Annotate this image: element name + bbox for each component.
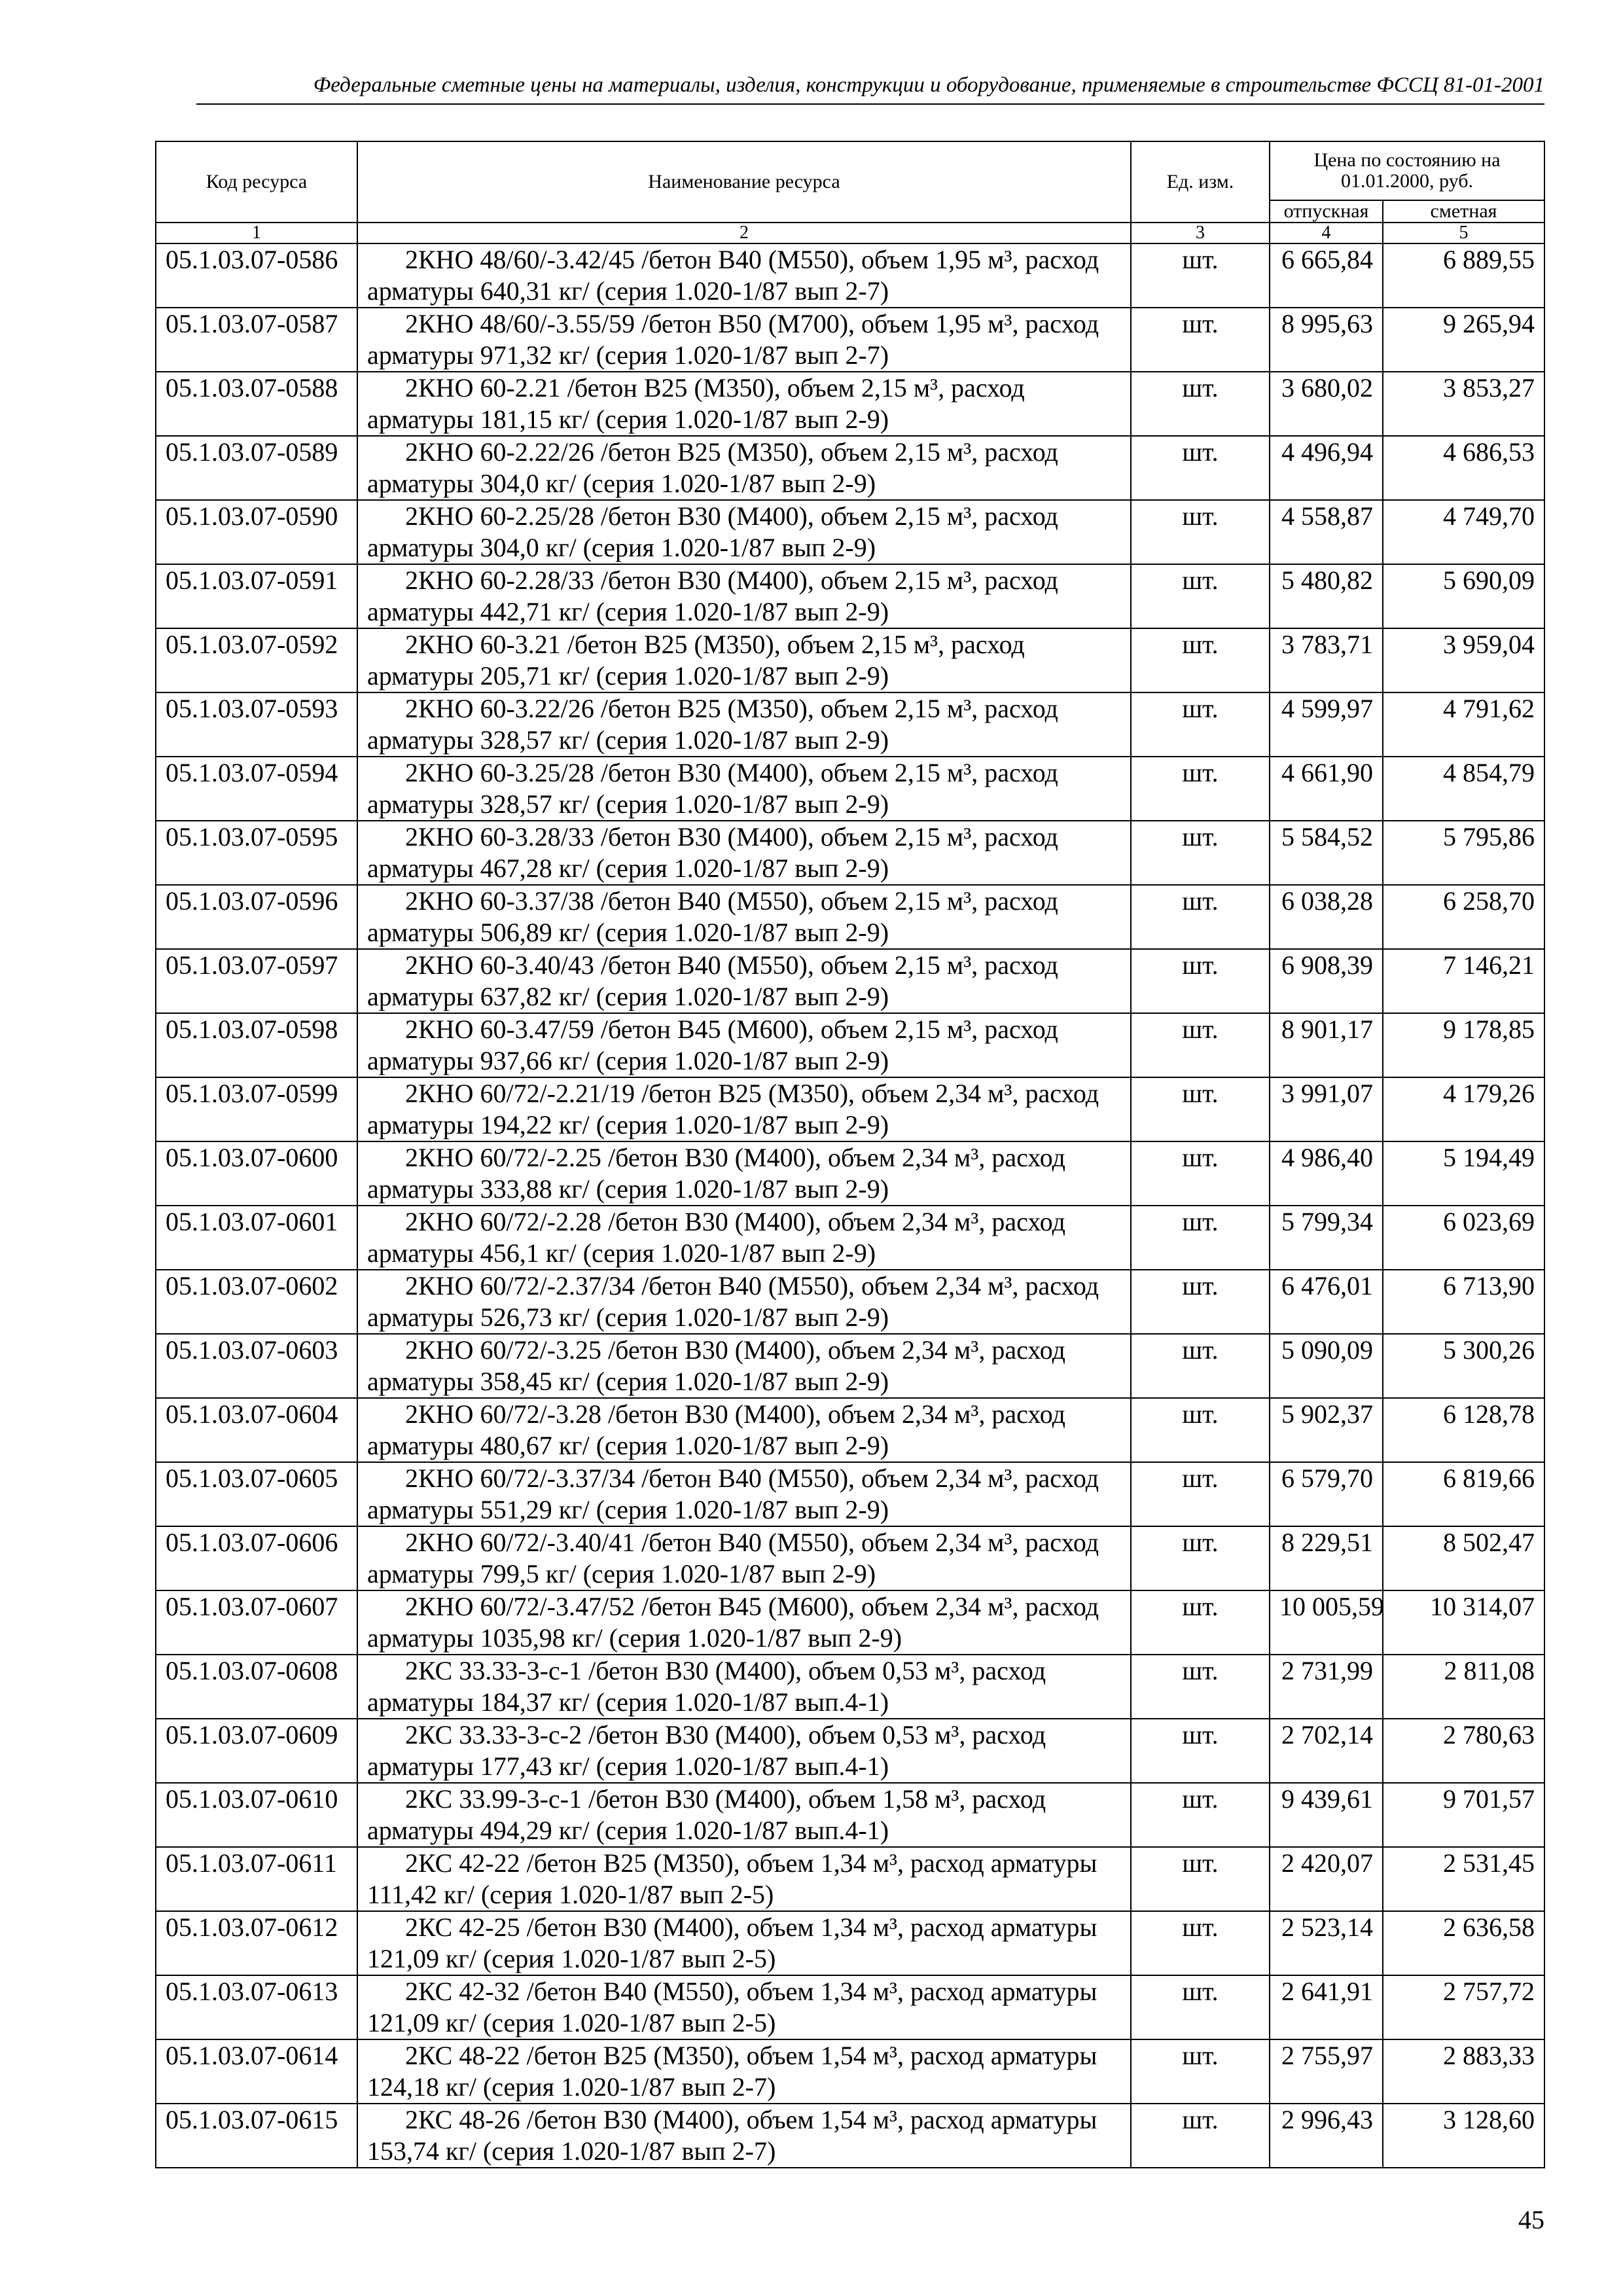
- col-number: 4: [1270, 223, 1383, 243]
- resource-code: 05.1.03.07-0611: [156, 1847, 357, 1911]
- resource-name: [357, 436, 1131, 500]
- resource-name-text: 2КНО 60-3.37/38 /бетон В40 (М550), объем 2,15 м³, расход арматуры 506,89 кг/ (серия 1.020-1/87 вып 2-9): [367, 886, 1058, 947]
- estimate-price: 5 690,09: [1383, 564, 1544, 628]
- resource-name: [357, 949, 1131, 1013]
- resource-code: 05.1.03.07-0601: [156, 1206, 357, 1270]
- release-price: 3 680,02: [1270, 372, 1383, 436]
- resource-name-text: 2КНО 60/72/-3.28 /бетон В30 (М400), объем 2,34 м³, расход арматуры 480,67 кг/ (серия 1.020-1/87 вып 2-9): [367, 1399, 1066, 1460]
- estimate-price: 4 179,26: [1383, 1077, 1544, 1141]
- release-price: 2 702,14: [1270, 1719, 1383, 1783]
- estimate-price: 8 502,47: [1383, 1526, 1544, 1590]
- release-price: 4 986,40: [1270, 1141, 1383, 1206]
- resource-name-text: 2КС 42-22 /бетон В25 (М350), объем 1,34 м³, расход арматуры 111,42 кг/ (серия 1.020-1/87 вып 2-5): [367, 1848, 1097, 1909]
- resource-name: [357, 1911, 1131, 1975]
- resource-name-text: 2КНО 60/72/-2.25 /бетон В30 (М400), объем 2,34 м³, расход арматуры 333,88 кг/ (серия 1.020-1/87 вып 2-9): [367, 1143, 1066, 1204]
- release-price: 6 038,28: [1270, 885, 1383, 949]
- release-price: 4 599,97: [1270, 692, 1383, 757]
- col-number: 3: [1131, 223, 1270, 243]
- resource-code: 05.1.03.07-0599: [156, 1077, 357, 1141]
- release-price: 3 991,07: [1270, 1077, 1383, 1141]
- unit-of-measure: шт.: [1131, 1206, 1270, 1270]
- unit-of-measure: шт.: [1131, 564, 1270, 628]
- unit-of-measure: шт.: [1131, 692, 1270, 757]
- release-price: 9 439,61: [1270, 1783, 1383, 1847]
- resource-name-text: 2КНО 60-2.25/28 /бетон В30 (М400), объем 2,15 м³, расход арматуры 304,0 кг/ (серия 1.020-1/87 вып 2-9): [367, 501, 1058, 562]
- resource-code: 05.1.03.07-0612: [156, 1911, 357, 1975]
- unit-of-measure: шт.: [1131, 821, 1270, 885]
- unit-of-measure: шт.: [1131, 243, 1270, 308]
- resource-code: 05.1.03.07-0589: [156, 436, 357, 500]
- table-row: [156, 1655, 1544, 1719]
- resource-code: 05.1.03.07-0608: [156, 1655, 357, 1719]
- unit-of-measure: шт.: [1131, 1526, 1270, 1590]
- resource-code: 05.1.03.07-0593: [156, 692, 357, 757]
- resource-code: 05.1.03.07-0603: [156, 1334, 357, 1398]
- resource-name: [357, 1077, 1131, 1141]
- unit-of-measure: шт.: [1131, 308, 1270, 372]
- table-row: [156, 1398, 1544, 1462]
- resource-code: 05.1.03.07-0595: [156, 821, 357, 885]
- estimate-price: 3 959,04: [1383, 628, 1544, 692]
- estimate-price: 6 128,78: [1383, 1398, 1544, 1462]
- table-row: [156, 1206, 1544, 1270]
- table-row: [156, 757, 1544, 821]
- resource-name: [357, 2039, 1131, 2104]
- table-body: [156, 243, 1544, 2168]
- resource-name-text: 2КС 48-26 /бетон В30 (М400), объем 1,54 м³, расход арматуры 153,74 кг/ (серия 1.020-1/87 вып 2-7): [367, 2105, 1097, 2166]
- unit-of-measure: шт.: [1131, 1334, 1270, 1398]
- estimate-price: 3 128,60: [1383, 2104, 1544, 2168]
- table-row: [156, 1462, 1544, 1526]
- resource-code: 05.1.03.07-0613: [156, 1975, 357, 2039]
- unit-of-measure: шт.: [1131, 1655, 1270, 1719]
- table-row: [156, 1077, 1544, 1141]
- resource-name-text: 2КНО 60-2.28/33 /бетон В30 (М400), объем 2,15 м³, расход арматуры 442,71 кг/ (серия 1.020-1/87 вып 2-9): [367, 565, 1058, 626]
- table-row: [156, 2039, 1544, 2104]
- resource-name-text: 2КС 42-25 /бетон В30 (М400), объем 1,34 м³, расход арматуры 121,09 кг/ (серия 1.020-1/87 вып 2-5): [367, 1912, 1097, 1973]
- resource-name: [357, 500, 1131, 564]
- unit-of-measure: шт.: [1131, 1013, 1270, 1077]
- table-row: [156, 243, 1544, 308]
- resource-name-text: 2КС 33.33-3-с-1 /бетон В30 (М400), объем 0,53 м³, расход арматуры 184,37 кг/ (серия 1.020-1/87 вып.4-1): [367, 1656, 1046, 1717]
- col-header-unit: Ед. изм.: [1131, 141, 1270, 223]
- table-row: [156, 1719, 1544, 1783]
- resource-code: 05.1.03.07-0598: [156, 1013, 357, 1077]
- release-price: 5 090,09: [1270, 1334, 1383, 1398]
- resource-name: [357, 564, 1131, 628]
- estimate-price: 3 853,27: [1383, 372, 1544, 436]
- resource-name: [357, 757, 1131, 821]
- release-price: 2 996,43: [1270, 2104, 1383, 2168]
- release-price: 2 641,91: [1270, 1975, 1383, 2039]
- resource-name-text: 2КНО 60/72/-3.37/34 /бетон В40 (М550), объем 2,34 м³, расход арматуры 551,29 кг/ (серия 1.020-1/87 вып 2-9): [367, 1463, 1099, 1524]
- release-price: 6 908,39: [1270, 949, 1383, 1013]
- resource-code: 05.1.03.07-0587: [156, 308, 357, 372]
- resource-code: 05.1.03.07-0586: [156, 243, 357, 308]
- table-row: [156, 1911, 1544, 1975]
- resource-code: 05.1.03.07-0606: [156, 1526, 357, 1590]
- resource-code: 05.1.03.07-0596: [156, 885, 357, 949]
- col-number: 1: [156, 223, 357, 243]
- col-header-estimate-price: сметная: [1383, 200, 1544, 223]
- table-row: [156, 1141, 1544, 1206]
- resource-name: [357, 885, 1131, 949]
- release-price: 6 476,01: [1270, 1270, 1383, 1334]
- unit-of-measure: шт.: [1131, 757, 1270, 821]
- estimate-price: 7 146,21: [1383, 949, 1544, 1013]
- resource-name: [357, 1398, 1131, 1462]
- resource-name: [357, 372, 1131, 436]
- resource-name-text: 2КС 33.33-3-с-2 /бетон В30 (М400), объем 0,53 м³, расход арматуры 177,43 кг/ (серия 1.020-1/87 вып.4-1): [367, 1720, 1046, 1781]
- resource-name: [357, 1719, 1131, 1783]
- resource-name: [357, 1847, 1131, 1911]
- estimate-price: 6 023,69: [1383, 1206, 1544, 1270]
- release-price: 4 661,90: [1270, 757, 1383, 821]
- resource-name: [357, 1783, 1131, 1847]
- release-price: 5 584,52: [1270, 821, 1383, 885]
- resource-code: 05.1.03.07-0605: [156, 1462, 357, 1526]
- resource-name: [357, 1270, 1131, 1334]
- release-price: 8 901,17: [1270, 1013, 1383, 1077]
- resource-name-text: 2КНО 60-3.22/26 /бетон В25 (М350), объем 2,15 м³, расход арматуры 328,57 кг/ (серия 1.020-1/87 вып 2-9): [367, 694, 1058, 755]
- col-number: 5: [1383, 223, 1544, 243]
- resource-code: 05.1.03.07-0591: [156, 564, 357, 628]
- column-number-row: [156, 223, 1544, 243]
- estimate-price: 9 701,57: [1383, 1783, 1544, 1847]
- unit-of-measure: шт.: [1131, 500, 1270, 564]
- resource-name: [357, 692, 1131, 757]
- resource-name: [357, 1975, 1131, 2039]
- table-row: [156, 500, 1544, 564]
- resource-name: [357, 1141, 1131, 1206]
- resource-name-text: 2КНО 48/60/-3.42/45 /бетон В40 (М550), объем 1,95 м³, расход арматуры 640,31 кг/ (серия 1.020-1/87 вып 2-7): [367, 245, 1099, 306]
- estimate-price: 2 780,63: [1383, 1719, 1544, 1783]
- resource-name: [357, 628, 1131, 692]
- table-row: [156, 949, 1544, 1013]
- estimate-price: 2 757,72: [1383, 1975, 1544, 2039]
- unit-of-measure: шт.: [1131, 1590, 1270, 1655]
- table-row: [156, 628, 1544, 692]
- resource-name: [357, 1013, 1131, 1077]
- unit-of-measure: шт.: [1131, 949, 1270, 1013]
- estimate-price: 6 819,66: [1383, 1462, 1544, 1526]
- resource-code: 05.1.03.07-0614: [156, 2039, 357, 2104]
- col-number: 2: [357, 223, 1131, 243]
- unit-of-measure: шт.: [1131, 1077, 1270, 1141]
- resource-name-text: 2КНО 60/72/-2.21/19 /бетон В25 (М350), объем 2,34 м³, расход арматуры 194,22 кг/ (серия 1.020-1/87 вып 2-9): [367, 1079, 1099, 1139]
- release-price: 5 799,34: [1270, 1206, 1383, 1270]
- resource-name-text: 2КС 48-22 /бетон В25 (М350), объем 1,54 м³, расход арматуры 124,18 кг/ (серия 1.020-1/87 вып 2-7): [367, 2041, 1097, 2102]
- table-row: [156, 885, 1544, 949]
- release-price: 2 523,14: [1270, 1911, 1383, 1975]
- resource-name-text: 2КС 33.99-3-с-1 /бетон В30 (М400), объем 1,58 м³, расход арматуры 494,29 кг/ (серия 1.020-1/87 вып.4-1): [367, 1784, 1046, 1845]
- resource-code: 05.1.03.07-0609: [156, 1719, 357, 1783]
- release-price: 2 420,07: [1270, 1847, 1383, 1911]
- estimate-price: 6 713,90: [1383, 1270, 1544, 1334]
- resource-code: 05.1.03.07-0590: [156, 500, 357, 564]
- resource-code: 05.1.03.07-0604: [156, 1398, 357, 1462]
- release-price: 2 755,97: [1270, 2039, 1383, 2104]
- resource-code: 05.1.03.07-0610: [156, 1783, 357, 1847]
- resource-name-text: 2КС 42-32 /бетон В40 (М550), объем 1,34 м³, расход арматуры 121,09 кг/ (серия 1.020-1/87 вып 2-5): [367, 1977, 1097, 2037]
- resource-name: [357, 1526, 1131, 1590]
- resource-name: [357, 821, 1131, 885]
- resource-name: [357, 308, 1131, 372]
- resource-name-text: 2КНО 60/72/-3.40/41 /бетон В40 (М550), объем 2,34 м³, расход арматуры 799,5 кг/ (серия 1.020-1/87 вып 2-9): [367, 1528, 1099, 1588]
- unit-of-measure: шт.: [1131, 885, 1270, 949]
- estimate-price: 6 258,70: [1383, 885, 1544, 949]
- unit-of-measure: шт.: [1131, 436, 1270, 500]
- estimate-price: 4 686,53: [1383, 436, 1544, 500]
- estimate-price: 5 795,86: [1383, 821, 1544, 885]
- release-price: 10 005,59: [1270, 1590, 1383, 1655]
- release-price: 3 783,71: [1270, 628, 1383, 692]
- table-row: [156, 1334, 1544, 1398]
- resource-name-text: 2КНО 60/72/-2.37/34 /бетон В40 (М550), объем 2,34 м³, расход арматуры 526,73 кг/ (серия 1.020-1/87 вып 2-9): [367, 1271, 1099, 1332]
- table-row: [156, 1013, 1544, 1077]
- table-row: [156, 1590, 1544, 1655]
- unit-of-measure: шт.: [1131, 1847, 1270, 1911]
- resource-name-text: 2КНО 60-3.28/33 /бетон В30 (М400), объем 2,15 м³, расход арматуры 467,28 кг/ (серия 1.020-1/87 вып 2-9): [367, 822, 1058, 883]
- resource-code: 05.1.03.07-0588: [156, 372, 357, 436]
- estimate-price: 6 889,55: [1383, 243, 1544, 308]
- col-header-code: Код ресурса: [156, 141, 357, 223]
- unit-of-measure: шт.: [1131, 2104, 1270, 2168]
- table-row: [156, 821, 1544, 885]
- release-price: 4 558,87: [1270, 500, 1383, 564]
- resource-name: [357, 1334, 1131, 1398]
- col-header-release-price: отпускная: [1270, 200, 1383, 223]
- unit-of-measure: шт.: [1131, 1911, 1270, 1975]
- resource-name-text: 2КНО 60-3.25/28 /бетон В30 (М400), объем 2,15 м³, расход арматуры 328,57 кг/ (серия 1.020-1/87 вып 2-9): [367, 758, 1058, 819]
- resource-code: 05.1.03.07-0597: [156, 949, 357, 1013]
- unit-of-measure: шт.: [1131, 1975, 1270, 2039]
- table-row: [156, 1270, 1544, 1334]
- resource-code: 05.1.03.07-0600: [156, 1141, 357, 1206]
- resource-code: 05.1.03.07-0607: [156, 1590, 357, 1655]
- table-row: [156, 1975, 1544, 2039]
- unit-of-measure: шт.: [1131, 1719, 1270, 1783]
- resource-name: [357, 1462, 1131, 1526]
- table-row: [156, 1847, 1544, 1911]
- estimate-price: 5 300,26: [1383, 1334, 1544, 1398]
- unit-of-measure: шт.: [1131, 628, 1270, 692]
- header-rule: [196, 103, 1544, 105]
- resource-name-text: 2КНО 48/60/-3.55/59 /бетон В50 (М700), объем 1,95 м³, расход арматуры 971,32 кг/ (серия 1.020-1/87 вып 2-7): [367, 309, 1099, 370]
- estimate-price: 4 854,79: [1383, 757, 1544, 821]
- resource-name-text: 2КНО 60-3.21 /бетон В25 (М350), объем 2,15 м³, расход арматуры 205,71 кг/ (серия 1.020-1/87 вып 2-9): [367, 630, 1025, 691]
- resource-name: [357, 2104, 1131, 2168]
- estimate-price: 4 791,62: [1383, 692, 1544, 757]
- table-row: [156, 436, 1544, 500]
- resource-name: [357, 1655, 1131, 1719]
- release-price: 6 665,84: [1270, 243, 1383, 308]
- resource-name: [357, 1206, 1131, 1270]
- estimate-price: 2 531,45: [1383, 1847, 1544, 1911]
- release-price: 5 902,37: [1270, 1398, 1383, 1462]
- resource-name-text: 2КНО 60-2.22/26 /бетон В25 (М350), объем 2,15 м³, расход арматуры 304,0 кг/ (серия 1.020-1/87 вып 2-9): [367, 437, 1058, 498]
- table-row: [156, 372, 1544, 436]
- estimate-price: 9 178,85: [1383, 1013, 1544, 1077]
- resource-price-table: [155, 141, 1545, 2168]
- resource-name-text: 2КНО 60-3.47/59 /бетон В45 (М600), объем 2,15 м³, расход арматуры 937,66 кг/ (серия 1.020-1/87 вып 2-9): [367, 1014, 1058, 1075]
- release-price: 6 579,70: [1270, 1462, 1383, 1526]
- table-row: [156, 564, 1544, 628]
- release-price: 5 480,82: [1270, 564, 1383, 628]
- unit-of-measure: шт.: [1131, 372, 1270, 436]
- table-row: [156, 692, 1544, 757]
- unit-of-measure: шт.: [1131, 1462, 1270, 1526]
- release-price: 8 229,51: [1270, 1526, 1383, 1590]
- unit-of-measure: шт.: [1131, 1270, 1270, 1334]
- release-price: 2 731,99: [1270, 1655, 1383, 1719]
- estimate-price: 2 636,58: [1383, 1911, 1544, 1975]
- resource-code: 05.1.03.07-0592: [156, 628, 357, 692]
- estimate-price: 2 811,08: [1383, 1655, 1544, 1719]
- release-price: 4 496,94: [1270, 436, 1383, 500]
- col-header-price-group: Цена по состоянию на 01.01.2000, руб.: [1270, 141, 1544, 200]
- col-header-name: Наименование ресурса: [357, 141, 1131, 223]
- estimate-price: 5 194,49: [1383, 1141, 1544, 1206]
- unit-of-measure: шт.: [1131, 2039, 1270, 2104]
- estimate-price: 10 314,07: [1383, 1590, 1544, 1655]
- table-row: [156, 1526, 1544, 1590]
- unit-of-measure: шт.: [1131, 1141, 1270, 1206]
- resource-name: [357, 243, 1131, 308]
- table-row: [156, 308, 1544, 372]
- resource-name-text: 2КНО 60/72/-2.28 /бетон В30 (М400), объем 2,34 м³, расход арматуры 456,1 кг/ (серия 1.020-1/87 вып 2-9): [367, 1207, 1066, 1268]
- estimate-price: 4 749,70: [1383, 500, 1544, 564]
- page-number: 45: [1518, 2205, 1544, 2234]
- unit-of-measure: шт.: [1131, 1783, 1270, 1847]
- resource-name: [357, 1590, 1131, 1655]
- release-price: 8 995,63: [1270, 308, 1383, 372]
- document-title: Федеральные сметные цены на материалы, изделия, конструкции и оборудование, применяемые в строительстве ФССЦ 81-01-2001: [313, 73, 1544, 97]
- resource-code: 05.1.03.07-0602: [156, 1270, 357, 1334]
- resource-name-text: 2КНО 60/72/-3.47/52 /бетон В45 (М600), объем 2,34 м³, расход арматуры 1035,98 кг/ (серия 1.020-1/87 вып 2-9): [367, 1592, 1099, 1653]
- table-row: [156, 2104, 1544, 2168]
- resource-name-text: 2КНО 60-3.40/43 /бетон В40 (М550), объем 2,15 м³, расход арматуры 637,82 кг/ (серия 1.020-1/87 вып 2-9): [367, 950, 1058, 1011]
- resource-name-text: 2КНО 60/72/-3.25 /бетон В30 (М400), объем 2,34 м³, расход арматуры 358,45 кг/ (серия 1.020-1/87 вып 2-9): [367, 1335, 1066, 1396]
- resource-code: 05.1.03.07-0615: [156, 2104, 357, 2168]
- unit-of-measure: шт.: [1131, 1398, 1270, 1462]
- resource-code: 05.1.03.07-0594: [156, 757, 357, 821]
- resource-name-text: 2КНО 60-2.21 /бетон В25 (М350), объем 2,15 м³, расход арматуры 181,15 кг/ (серия 1.020-1/87 вып 2-9): [367, 373, 1025, 434]
- table-row: [156, 1783, 1544, 1847]
- estimate-price: 2 883,33: [1383, 2039, 1544, 2104]
- estimate-price: 9 265,94: [1383, 308, 1544, 372]
